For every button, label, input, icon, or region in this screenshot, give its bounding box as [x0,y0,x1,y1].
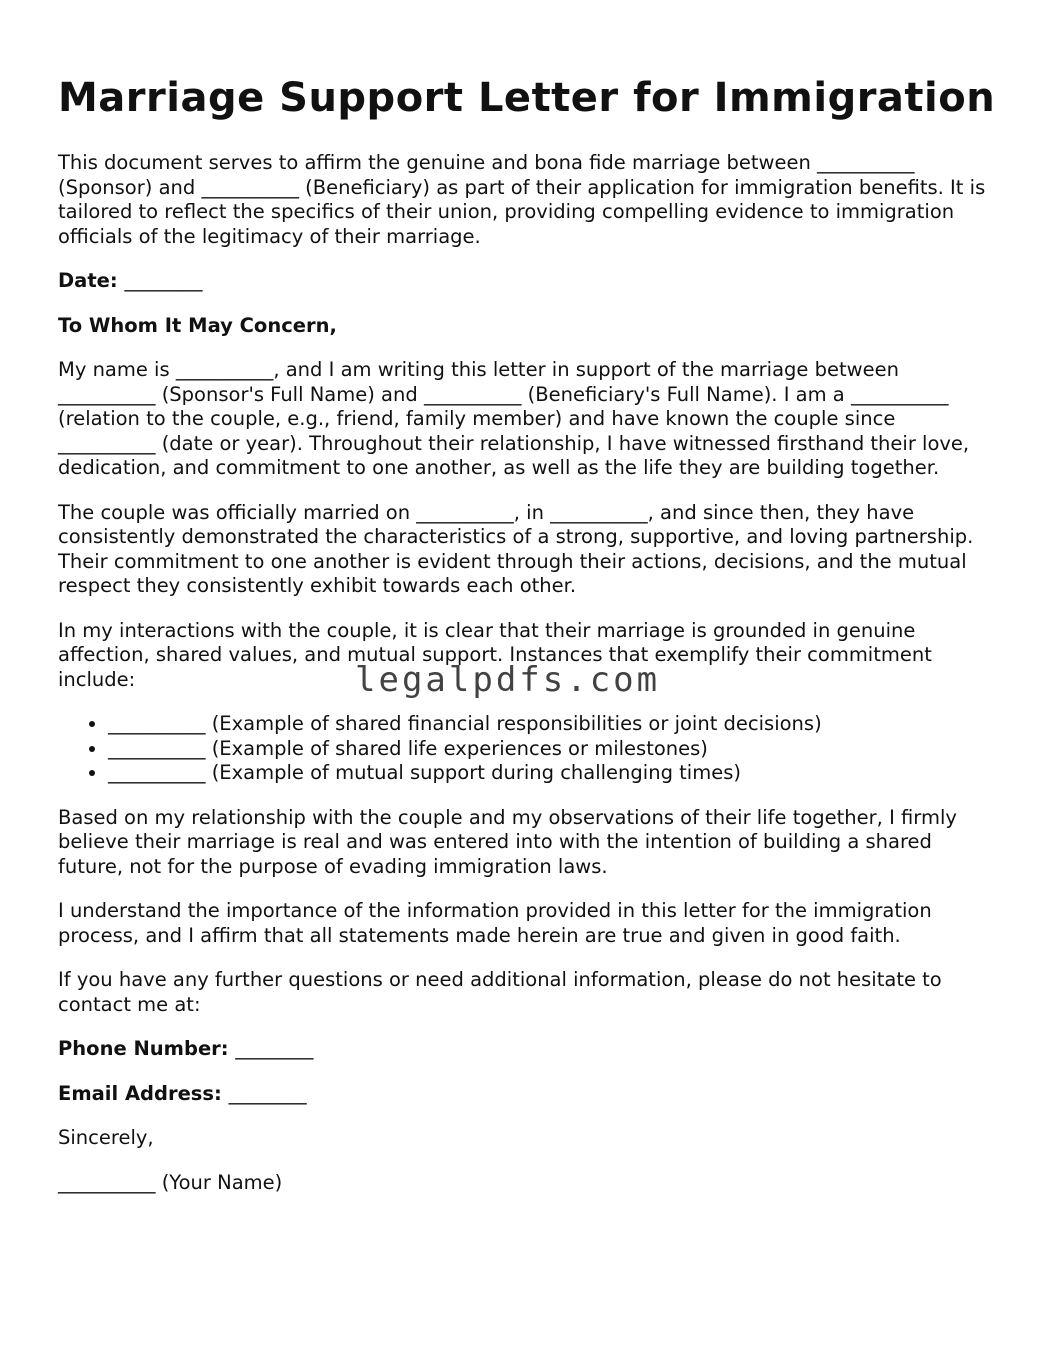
paragraph-affirmation: I understand the importance of the information provided in this letter for the immigration process, and I affirm that all statements made herein are true and given in good faith. [58,899,932,947]
phone-blank: ________ [235,1037,314,1060]
closing: Sincerely, [58,1126,154,1149]
phone-label: Phone Number: [58,1037,229,1060]
watermark: legalpdfs.com [355,660,661,700]
intro-paragraph: This document serves to affirm the genuine and bona fide marriage between __________ (Sponsor) and __________ (Beneficiary) as part of their application for immigration benefits. It is tailored to reflect the specifics of their union, providing compelling evidence to immigration officials of the legitimacy of their marriage. [58,151,986,248]
list-item: • __________ (Example of shared life experiences or milestones) [108,737,998,762]
paragraph-belief: Based on my relationship with the couple and my observations of their life together, I firmly believe their marriage is real and was entered into with the intention of building a shared future, not for the purpose of evading immigration laws. [58,805,957,878]
examples-list [58,712,998,786]
paragraph-interactions: In my interactions with the couple, it is clear that their marriage is grounded in genuine affection, shared values, and mutual support. Instances that exemplify their commitment include: [58,618,932,691]
signature-line: __________ (Your Name) [58,1170,283,1194]
salutation: To Whom It May Concern, [58,313,337,337]
list-item: • __________ (Example of shared financial responsibilities or joint decisions) [108,712,998,737]
date-line [58,269,998,294]
letter-page [58,74,998,1215]
page-title: Marriage Support Letter for Immigration [58,75,996,121]
email-line [58,1082,998,1107]
phone-line [58,1037,998,1062]
paragraph-marriage: The couple was officially married on __________, in __________, and since then, they have consistently demonstrated the characteristics of a strong, supportive, and loving partnership. Their commitment to one another is evident through their actions, decisions, and the mutual respect they consistently exhibit towards each other. [58,500,974,597]
email-label: Email Address: [58,1081,222,1105]
date-blank: ________ [124,269,203,292]
paragraph-contact: If you have any further questions or need additional information, please do not hesitate to contact me at: [58,968,942,1016]
email-blank: ________ [228,1081,307,1105]
date-label: Date: [58,269,118,292]
paragraph-introduction: My name is __________, and I am writing this letter in support of the marriage between __________ (Sponsor's Full Name) and __________ (Beneficiary's Full Name). I am a __________ (relation to the couple, e.g., friend, family member) and have known the couple since __________ (date or year). Throughout their relationship, I have witnessed firsthand their love, dedication, and commitment to one another, as well as the life they are building together. [58,358,970,479]
list-item: • __________ (Example of mutual support during challenging times) [108,761,998,786]
